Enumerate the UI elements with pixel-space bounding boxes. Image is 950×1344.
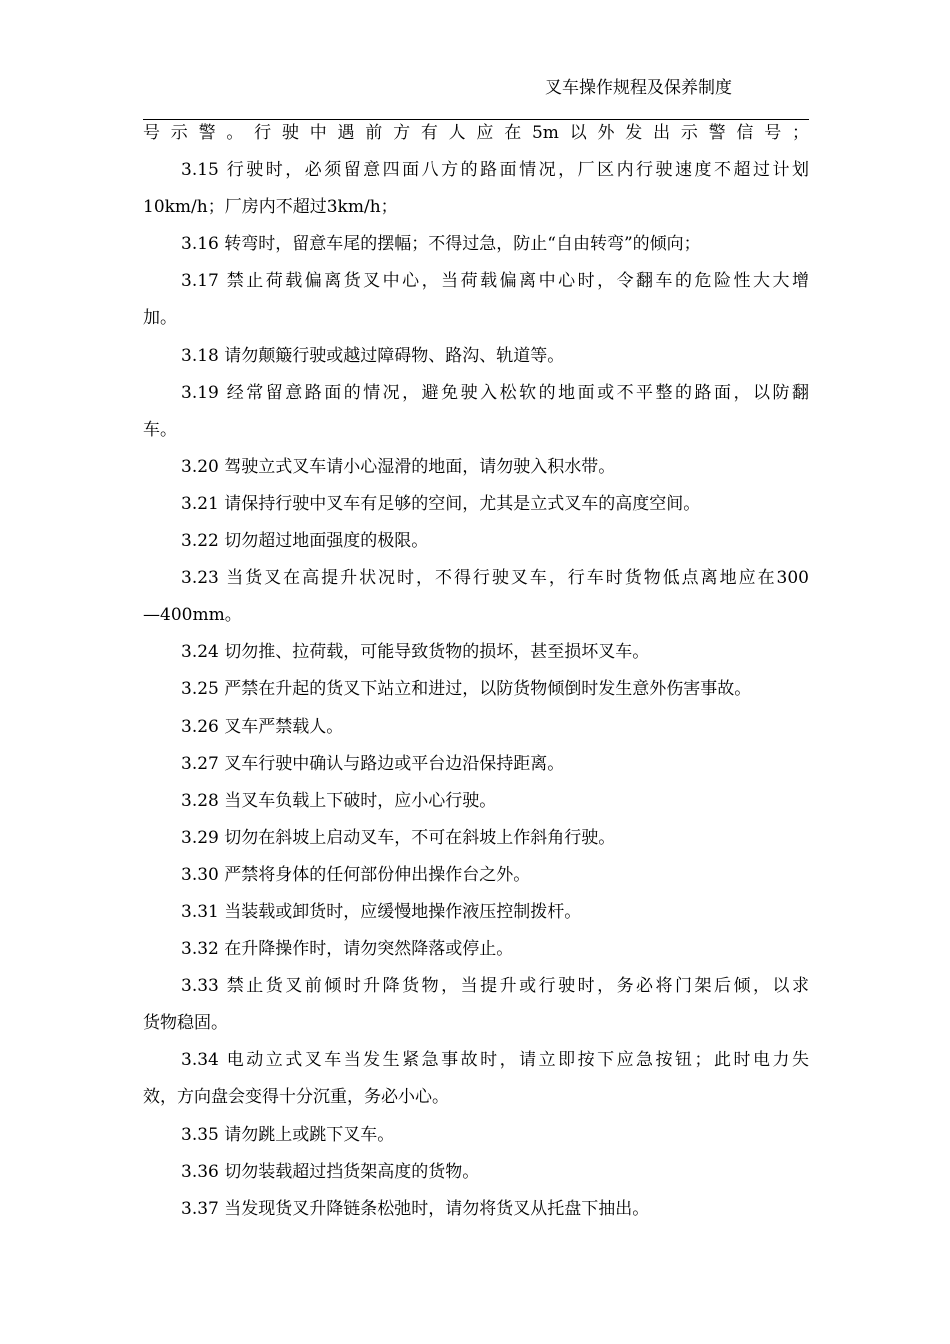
text-line: 3.27 叉车行驶中确认与路边或平台边沿保持距离。 bbox=[181, 753, 565, 774]
text-line: 3.32 在升降操作时，请勿突然降落或停止。 bbox=[181, 939, 514, 960]
text-line: 3.15 行驶时，必须留意四面八方的路面情况，厂区内行驶速度不超过计划 bbox=[181, 160, 809, 181]
text-line: 货物稳固。 bbox=[143, 1013, 228, 1034]
text-line: 3.37 当发现货叉升降链条松弛时，请勿将货叉从托盘下抽出。 bbox=[181, 1198, 650, 1219]
text-line: 10km/h；厂房内不超过3km/h； bbox=[143, 197, 398, 218]
text-line: 3.17 禁止荷载偏离货叉中心，当荷载偏离中心时，令翻车的危险性大大增 bbox=[181, 271, 809, 292]
text-line: 3.22 切勿超过地面强度的极限。 bbox=[181, 531, 429, 552]
text-line: 3.21 请保持行驶中叉车有足够的空间，尤其是立式叉车的高度空间。 bbox=[181, 493, 701, 514]
text-line: 3.23 当货叉在高提升状况时，不得行驶叉车，行车时货物低点离地应在300 bbox=[181, 568, 809, 589]
text-line: 3.28 当叉车负载上下破时，应小心行驶。 bbox=[181, 790, 497, 811]
text-line: 3.30 严禁将身体的任何部份伸出操作台之外。 bbox=[181, 864, 531, 885]
text-line: 3.24 切勿推、拉荷载，可能导致货物的损坏，甚至损坏叉车。 bbox=[181, 642, 650, 663]
text-line: 3.35 请勿跳上或跳下叉车。 bbox=[181, 1124, 395, 1145]
text-line: 3.18 请勿颠簸行驶或越过障碍物、路沟、轨道等。 bbox=[181, 345, 565, 366]
text-line: 3.19 经常留意路面的情况，避免驶入松软的地面或不平整的路面，以防翻 bbox=[181, 382, 809, 403]
text-line: 3.26 叉车严禁载人。 bbox=[181, 716, 344, 737]
text-line: 3.34 电动立式叉车当发生紧急事故时，请立即按下应急按钮；此时电力失 bbox=[181, 1050, 809, 1071]
text-line: 3.36 切勿装载超过挡货架高度的货物。 bbox=[181, 1161, 480, 1182]
text-line: 3.33 禁止货叉前倾时升降货物，当提升或行驶时，务必将门架后倾，以求 bbox=[181, 976, 809, 997]
text-line: 3.31 当装载或卸货时，应缓慢地操作液压控制拨杆。 bbox=[181, 901, 582, 922]
text-line: 3.25 严禁在升起的货叉下站立和进过，以防货物倾倒时发生意外伤害事故。 bbox=[181, 679, 752, 700]
document-body bbox=[143, 115, 809, 1228]
text-line: 效，方向盘会变得十分沉重，务必小心。 bbox=[143, 1087, 449, 1108]
text-line: 车。 bbox=[143, 419, 177, 440]
text-line: 号示警。行驶中遇前方有人应在5m以外发出示警信号； bbox=[143, 123, 809, 143]
text-line: 3.29 切勿在斜坡上启动叉车，不可在斜坡上作斜角行驶。 bbox=[181, 827, 616, 848]
text-line: 加。 bbox=[143, 308, 177, 329]
text-line: —400mm。 bbox=[143, 605, 242, 626]
text-line: 3.16 转弯时，留意车尾的摆幅；不得过急，防止“自由转弯”的倾向； bbox=[181, 234, 701, 255]
text-line: 3.20 驾驶立式叉车请小心湿滑的地面，请勿驶入积水带。 bbox=[181, 456, 616, 477]
page-header-title: 叉车操作规程及保养制度 bbox=[545, 78, 732, 98]
